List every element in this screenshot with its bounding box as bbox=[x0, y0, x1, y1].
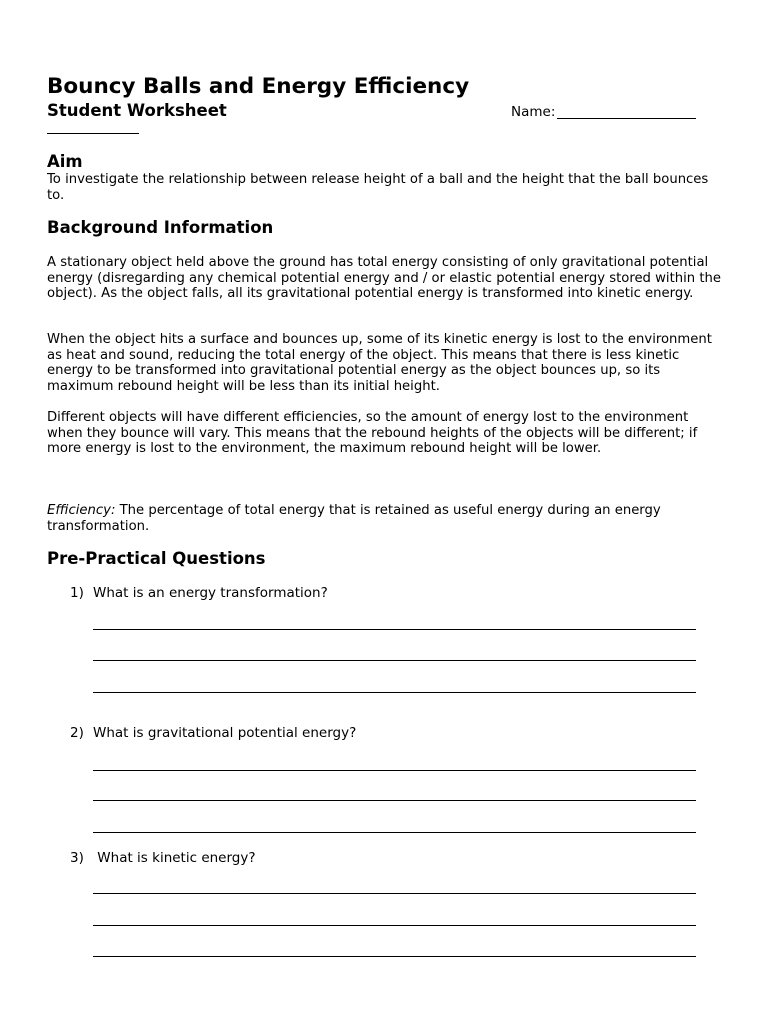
aim-text: To investigate the relationship between release height of a ball and the height that the ball bounces to. bbox=[47, 172, 709, 203]
background-paragraph-1: A stationary object held above the ground has total energy consisting of only gravitational potential energy (disregarding any chemical potential energy and / or elastic potential energy stored within the object). As the object falls, all its gravitational potential energy is transformed into kinetic energy. bbox=[47, 255, 721, 302]
question-number: 2) bbox=[70, 725, 84, 741]
question-text: What is kinetic energy? bbox=[93, 850, 256, 866]
answer-line[interactable] bbox=[93, 800, 696, 801]
answer-line[interactable] bbox=[93, 832, 696, 833]
name-label: Name: bbox=[511, 104, 556, 120]
question-number: 3) bbox=[70, 850, 84, 866]
answer-line[interactable] bbox=[93, 660, 696, 661]
answer-line[interactable] bbox=[93, 925, 696, 926]
background-paragraph-2: When the object hits a surface and bounces up, some of its kinetic energy is lost to the environment as heat and sound, reducing the total energy of the object. This means that there is less kinetic energy to be transformed into gravitational potential energy as the object bounces up, so its maximum rebound height will be less than its initial height. bbox=[47, 332, 712, 394]
aim-heading: Aim bbox=[47, 152, 83, 171]
name-answer-line-continued bbox=[47, 133, 139, 134]
efficiency-definition bbox=[47, 503, 727, 534]
efficiency-term: Efficiency: bbox=[47, 503, 116, 518]
efficiency-text: The percentage of total energy that is retained as useful energy during an energy transformation. bbox=[47, 503, 661, 534]
questions-heading: Pre-Practical Questions bbox=[47, 549, 266, 568]
answer-line[interactable] bbox=[93, 893, 696, 894]
question-2 bbox=[70, 725, 356, 741]
background-paragraph-3: Different objects will have different efficiencies, so the amount of energy lost to the environment when they bounce will vary. This means that the rebound heights of the objects will be different; if more energy is lost to the environment, the maximum rebound height will be lower. bbox=[47, 410, 698, 457]
answer-line[interactable] bbox=[93, 692, 696, 693]
name-answer-line bbox=[557, 118, 696, 119]
question-text: What is gravitational potential energy? bbox=[93, 725, 357, 741]
worksheet-subtitle: Student Worksheet bbox=[47, 101, 227, 120]
question-text: What is an energy transformation? bbox=[93, 585, 328, 601]
answer-line[interactable] bbox=[93, 770, 696, 771]
question-3 bbox=[70, 850, 256, 866]
worksheet-title: Bouncy Balls and Energy Efficiency bbox=[47, 74, 470, 99]
answer-line[interactable] bbox=[93, 629, 696, 630]
answer-line[interactable] bbox=[93, 956, 696, 957]
question-1 bbox=[70, 585, 328, 601]
question-number: 1) bbox=[70, 585, 84, 601]
background-heading: Background Information bbox=[47, 218, 274, 237]
